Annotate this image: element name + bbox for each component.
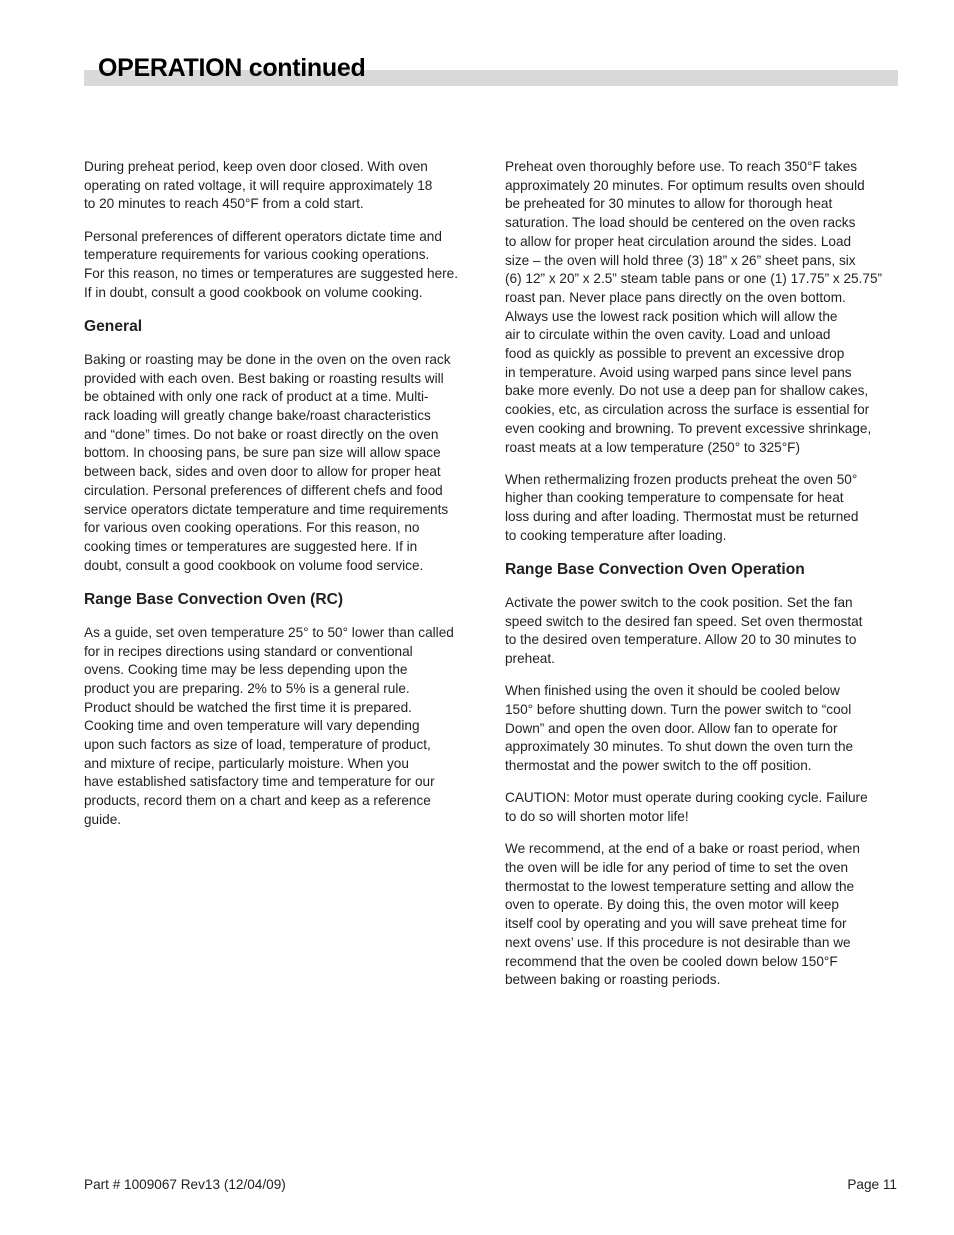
text-line: 150° before shutting down. Turn the power switch to “cool xyxy=(505,702,852,718)
text-line: to cooking temperature after loading. xyxy=(505,527,727,543)
text-line: between back, sides and oven door to allow for proper heat xyxy=(84,464,441,480)
page-title: OPERATION continued xyxy=(98,54,366,82)
text-line: operating on rated voltage, it will require approximately 18 xyxy=(84,177,433,193)
page-number: Page 11 xyxy=(847,1177,897,1192)
text-line: approximately 30 minutes. To shut down the oven turn the xyxy=(505,739,854,755)
text-line: products, record them on a chart and keep as a reference xyxy=(84,793,431,809)
operation-heading: Range Base Convection Oven Operation xyxy=(505,561,805,579)
text-line: be obtained with only one rack of product at a time. Multi- xyxy=(84,389,429,405)
text-line: Always use the lowest rack position which will allow the xyxy=(505,308,838,324)
text-line: itself cool by operating and you will save preheat time for xyxy=(505,916,847,932)
text-line: higher than cooking temperature to compensate for heat xyxy=(505,490,844,506)
text-line: Personal preferences of different operators dictate time and xyxy=(84,228,442,244)
power-switch-paragraph xyxy=(505,594,903,669)
text-line: doubt, consult a good cookbook on volume food service. xyxy=(84,557,424,573)
preferences-paragraph xyxy=(84,228,484,303)
text-line: for various oven cooking operations. For this reason, no xyxy=(84,520,420,536)
text-line: approximately 20 minutes. For optimum results oven should xyxy=(505,177,865,193)
text-line: service operators dictate temperature and time requirements xyxy=(84,501,449,517)
text-line: to do so will shorten motor life! xyxy=(505,809,689,825)
text-line: product you are preparing. 2% to 5% is a general rule. xyxy=(84,680,410,696)
recommendation-paragraph xyxy=(505,840,903,990)
text-line: loss during and after loading. Thermostat must be returned xyxy=(505,509,859,525)
text-line: For this reason, no times or temperatures are suggested here. xyxy=(84,266,459,282)
text-line: upon such factors as size of load, temperature of product, xyxy=(84,737,431,753)
text-line: thermostat and the power switch to the off position. xyxy=(505,758,812,774)
text-line: speed switch to the desired fan speed. Set oven thermostat xyxy=(505,613,863,629)
text-line: Down” and open the oven door. Allow fan to operate for xyxy=(505,720,838,736)
text-line: Preheat oven thoroughly before use. To reach 350°F takes xyxy=(505,159,858,174)
text-line: During preheat period, keep oven door closed. With oven xyxy=(84,159,428,174)
text-line: recommend that the oven be cooled down below 150°F xyxy=(505,953,838,969)
text-line: provided with each oven. Best baking or roasting results will xyxy=(84,370,444,386)
text-line: have established satisfactory time and temperature for our xyxy=(84,774,435,790)
text-line: for in recipes directions using standard or conventional xyxy=(84,643,413,659)
text-line: As a guide, set oven temperature 25° to 50° lower than called xyxy=(84,624,454,640)
text-line: roast meats at a low temperature (250° to 325°F) xyxy=(505,439,800,455)
text-line: and mixture of recipe, particularly moisture. When you xyxy=(84,755,409,771)
text-line: cookies, etc, as circulation across the surface is essential for xyxy=(505,402,870,418)
text-line: If in doubt, consult a good cookbook on volume cooking. xyxy=(84,284,423,300)
text-line: Cooking time and oven temperature will vary depending xyxy=(84,718,420,734)
text-line: guide. xyxy=(84,811,122,827)
rc-heading: Range Base Convection Oven (RC) xyxy=(84,590,344,608)
caution-paragraph xyxy=(505,789,903,826)
text-line: bake more evenly. Do not use a deep pan for shallow cakes, xyxy=(505,383,869,399)
general-paragraph xyxy=(84,351,484,575)
text-line: to 20 minutes to reach 450°F from a cold start. xyxy=(84,196,364,212)
text-line: bottom. In choosing pans, be sure pan size will allow space xyxy=(84,445,441,461)
text-line: temperature requirements for various cooking operations. xyxy=(84,247,430,263)
text-line: size – the oven will hold three (3) 18” x 26” sheet pans, six xyxy=(505,252,856,268)
part-number: Part # 1009067 Rev13 (12/04/09) xyxy=(84,1177,286,1192)
left-column xyxy=(84,158,484,843)
rethermalizing-paragraph xyxy=(505,471,903,546)
cool-down-paragraph xyxy=(505,682,903,776)
text-line: in temperature. Avoid using warped pans since level pans xyxy=(505,364,852,380)
text-line: Baking or roasting may be done in the oven on the oven rack xyxy=(84,351,451,367)
text-line: thermostat to the lowest temperature setting and allow the xyxy=(505,878,855,894)
text-line: CAUTION: Motor must operate during cooking cycle. Failure xyxy=(505,790,868,806)
text-line: to the desired oven temperature. Allow 20 to 30 minutes to xyxy=(505,632,857,648)
text-line: and “done” times. Do not bake or roast directly on the oven xyxy=(84,426,439,442)
text-line: preheat. xyxy=(505,651,555,667)
right-column xyxy=(505,158,903,1003)
text-line: When finished using the oven it should be cooled below xyxy=(505,683,840,699)
text-line: ovens. Cooking time may be less depending upon the xyxy=(84,662,408,678)
text-line: cooking times or temperatures are suggested here. If in xyxy=(84,538,418,554)
text-line: air to circulate within the oven cavity. Load and unload xyxy=(505,327,831,343)
text-line: Activate the power switch to the cook position. Set the fan xyxy=(505,595,853,611)
text-line: (6) 12” x 20” x 2.5” steam table pans or one (1) 17.75” x 25.75” xyxy=(505,271,883,287)
rc-paragraph xyxy=(84,624,484,830)
text-line: to allow for proper heat circulation around the sides. Load xyxy=(505,233,852,249)
text-line: the oven will be idle for any period of time to set the oven xyxy=(505,860,849,875)
general-heading: General xyxy=(84,317,143,335)
preheat-thoroughly-paragraph xyxy=(505,158,903,457)
text-line: saturation. The load should be centered on the oven racks xyxy=(505,215,856,231)
text-line: be preheated for 30 minutes to allow for thorough heat xyxy=(505,196,833,212)
text-line: When rethermalizing frozen products preheat the oven 50° xyxy=(505,471,858,487)
preheat-paragraph xyxy=(84,158,484,214)
text-line: roast pan. Never place pans directly on the oven bottom. xyxy=(505,289,846,305)
text-line: next ovens’ use. If this procedure is not desirable than we xyxy=(505,934,851,950)
text-line: Product should be watched the first time it is prepared. xyxy=(84,699,412,715)
text-line: between baking or roasting periods. xyxy=(505,972,721,988)
text-line: even cooking and browning. To prevent excessive shrinkage, xyxy=(505,420,872,436)
text-line: We recommend, at the end of a bake or roast period, when xyxy=(505,841,860,857)
text-line: rack loading will greatly change bake/roast characteristics xyxy=(84,408,431,424)
text-line: circulation. Personal preferences of different chefs and food xyxy=(84,482,443,498)
text-line: food as quickly as possible to prevent an excessive drop xyxy=(505,346,845,362)
text-line: oven to operate. By doing this, the oven motor will keep xyxy=(505,897,839,913)
